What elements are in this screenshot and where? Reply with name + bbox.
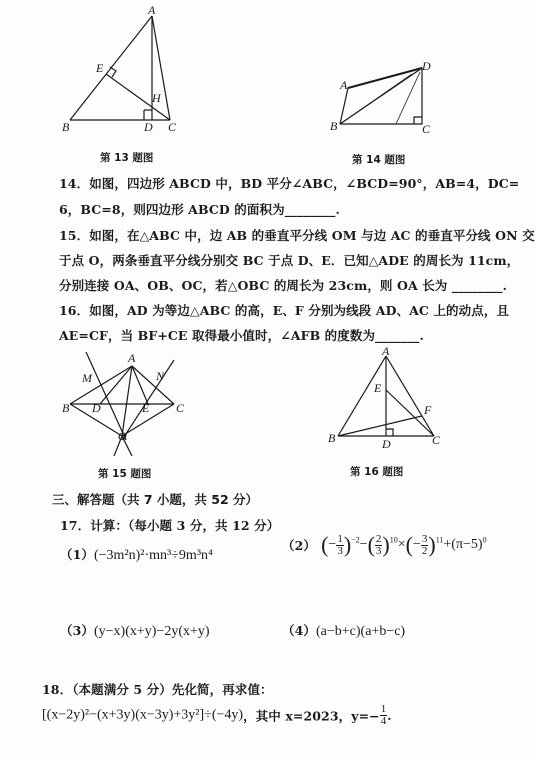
fig14-label-b: B bbox=[330, 119, 338, 133]
fig15-label-b: B bbox=[62, 401, 70, 415]
fig15-label-c: C bbox=[176, 401, 185, 415]
fig16-label-c: C bbox=[432, 433, 441, 447]
q18-condition: ，其中 x=2023，y=− bbox=[243, 708, 380, 724]
q18-title: 18．（本题满分 5 分）先化简，再求值： bbox=[42, 682, 273, 697]
fig15-label-o: O bbox=[118, 429, 127, 443]
q14-line-2: 6，BC=8，则四边形 ABCD 的面积为________. bbox=[59, 202, 340, 217]
q17-p2-label: （2） bbox=[282, 538, 316, 553]
q18-expr: [(x−2y)²−(x+3y)(x−3y)+3y²]÷(−4y) bbox=[42, 707, 244, 723]
q18-expression bbox=[42, 704, 392, 727]
fig15-label-n: N bbox=[156, 369, 165, 383]
fig16-label-f: F bbox=[424, 403, 432, 417]
fig16-label-d: D bbox=[382, 437, 391, 451]
fig13-label-c: C bbox=[168, 120, 177, 134]
fig13-label-h: H bbox=[152, 91, 161, 105]
q17-p1-expr: (−3m²n)²·mn³÷9m³n⁴ bbox=[94, 548, 213, 563]
q17-p4-label: （4） bbox=[282, 623, 316, 638]
fig14-label-d: D bbox=[422, 59, 431, 73]
q15-line-1: 15．如图，在△ABC 中，边 AB 的垂直平分线 OM 与边 AC 的垂直平分线 ON 交 bbox=[59, 228, 535, 243]
q16-line-1: 16．如图，AD 为等边△ABC 的高，E、F 分别为线段 AD、AC 上的动点，且 bbox=[59, 303, 510, 318]
fig14-label-c: C bbox=[422, 122, 431, 136]
q17-part-4 bbox=[282, 620, 405, 640]
q15-line-3: 分别连接 OA、OB、OC，若△OBC 的周长为 23cm，则 OA 长为 ________. bbox=[59, 278, 508, 293]
q18-period: . bbox=[387, 708, 392, 723]
figure-15 bbox=[56, 348, 196, 458]
figure-16 bbox=[324, 346, 454, 456]
fig16-caption: 第 16 题图 bbox=[350, 466, 404, 478]
fig15-label-d: D bbox=[92, 401, 101, 415]
fig13-label-d: D bbox=[144, 120, 153, 134]
q17-part-1 bbox=[60, 544, 213, 564]
fig16-label-a: A bbox=[382, 344, 390, 358]
q17-title: 17．计算：（每小题 3 分，共 12 分） bbox=[60, 518, 280, 533]
q18-y-fraction: $\frac{1}{4}$ bbox=[380, 703, 387, 727]
figure-13 bbox=[60, 4, 190, 139]
q17-part-2 bbox=[282, 532, 487, 558]
fig15-label-m: M bbox=[82, 371, 92, 385]
fig13-caption: 第 13 题图 bbox=[100, 152, 154, 164]
q17-p3-label: （3） bbox=[60, 623, 94, 638]
figure-14 bbox=[326, 58, 446, 138]
fig15-caption: 第 15 题图 bbox=[98, 468, 152, 480]
fig14-label-a: A bbox=[340, 78, 348, 92]
q17-p2-expr: (− $\frac{1}{3}$ )$^{-2}$−( $\frac{2}{3}$ )$^{10}$×(− $\frac{3}{2}$ )$^{11}+(\pi-5)^0$ bbox=[321, 532, 487, 557]
fig13-label-b: B bbox=[62, 120, 70, 134]
q17-p4-expr: (a−b+c)(a+b−c) bbox=[316, 624, 406, 639]
fig16-label-e: E bbox=[374, 381, 382, 395]
fig13-label-a: A bbox=[148, 3, 156, 17]
q15-line-2: 于点 O，两条垂直平分线分别交 BC 于点 D、E．已知△ADE 的周长为 11cm， bbox=[59, 253, 520, 268]
q17-p3-expr: (y−x)(x+y)−2y(x+y) bbox=[94, 624, 210, 639]
fig13-label-e: E bbox=[96, 61, 104, 75]
fig16-label-b: B bbox=[328, 431, 336, 445]
q17-p1-label: （1） bbox=[60, 547, 94, 562]
q17-part-3 bbox=[60, 620, 210, 640]
fig15-label-e: E bbox=[142, 401, 150, 415]
fig14-caption: 第 14 题图 bbox=[352, 154, 406, 166]
q14-line-1: 14．如图，四边形 ABCD 中，BD 平分∠ABC，∠BCD=90°，AB=4，DC= bbox=[59, 176, 520, 191]
q16-line-2: AE=CF，当 BF+CE 取得最小值时，∠AFB 的度数为_______. bbox=[59, 328, 424, 343]
fig15-label-a: A bbox=[128, 351, 136, 365]
section-3-title: 三、解答题（共 7 小题，共 52 分） bbox=[52, 492, 259, 507]
